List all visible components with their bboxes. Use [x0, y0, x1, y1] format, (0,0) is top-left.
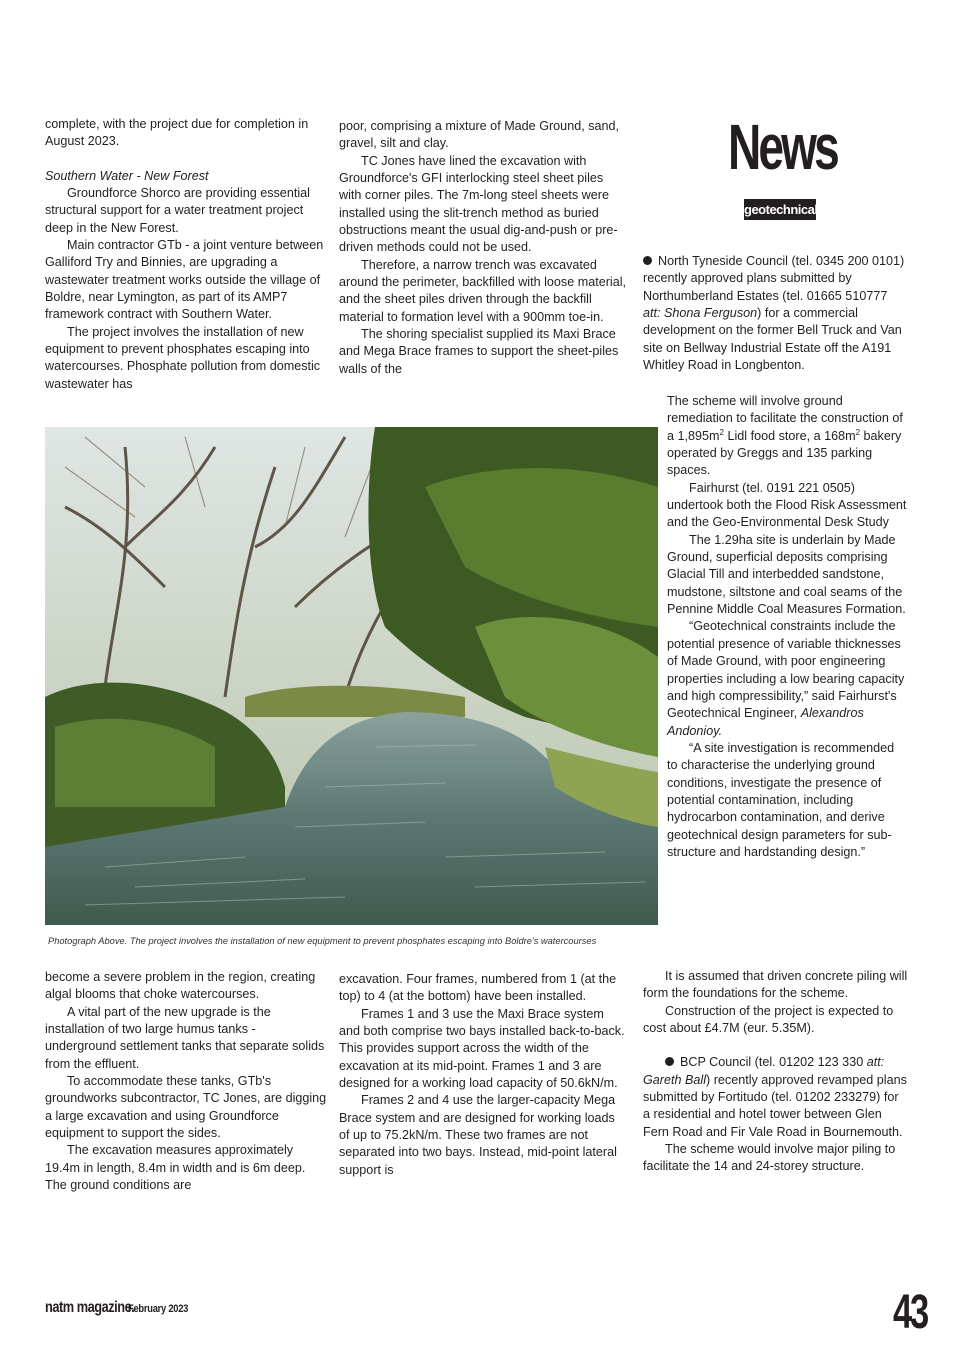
- body-paragraph: The scheme would involve major piling to facilitate the 14 and 24-storey structure.: [643, 1142, 896, 1174]
- body-paragraph: The excavation measures approximately 19.4m in length, 8.4m in width and is 6m deep. The ground conditions are: [45, 1143, 306, 1193]
- body-paragraph: become a severe problem in the region, creating algal blooms that choke watercourses.: [45, 970, 316, 1002]
- river-photograph: [45, 427, 658, 925]
- body-paragraph: “A site investigation is recommended to characterise the underlying ground conditions, investigate the presence of potential contamination, including hydrocarbon contamination, and derive geotechnical design parameters for sub-structure and hardstanding design.”: [667, 740, 895, 859]
- bullet-icon: [643, 256, 652, 265]
- photo-caption: Photograph Above. The project involves the installation of new equipment to prevent phosphates escaping into Boldre's watercourses: [48, 936, 597, 946]
- body-paragraph: TC Jones have lined the excavation with Groundforce's GFI interlocking steel sheet piles with corner piles. The 7m-long steel sheets were installed using the slit-trench method as buried obstructions meant the usual dig-and-push or pre-driven methods could not be used.: [339, 153, 618, 255]
- body-paragraph: Fairhurst (tel. 0191 221 0505) undertook both the Flood Risk Assessment and the Geo-Environmental Desk Study: [667, 480, 907, 530]
- body-paragraph: excavation. Four frames, numbered from 1 (at the top) to 4 (at the bottom) have been installed.: [339, 972, 617, 1004]
- column-1-bottom: [45, 969, 327, 1194]
- body-paragraph: “Geotechnical constraints include the potential presence of variable thicknesses of Made Ground, with poor engineering properties including a low bearing capacity and high compressibility,” said Fairhurst's Geotechnical Engineer, Alexandros Andonioy.: [667, 619, 905, 738]
- body-paragraph: To accommodate these tanks, GTb's groundworks subcontractor, TC Jones, are digging a large excavation and using Groundforce equipment to support the sides.: [45, 1074, 327, 1141]
- body-paragraph: Construction of the project is expected to cost about £4.7M (eur. 5.35M).: [643, 1003, 894, 1036]
- section-subheading: Southern Water - New Forest: [45, 168, 209, 183]
- body-paragraph: complete, with the project due for completion in August 2023.: [45, 117, 309, 149]
- body-paragraph: The shoring specialist supplied its Maxi Brace and Mega Brace frames to support the sheet-piles walls of the: [339, 327, 619, 376]
- news-item-bcp: [643, 968, 908, 1176]
- bullet-icon: [665, 1057, 674, 1066]
- body-paragraph: Main contractor GTb - a joint venture between Galliford Try and Binnies, are upgrading a wastewater treatment works outside the village of Boldre, near Lymington, as part of its AMP7 framework contract with Southern Water.: [45, 238, 324, 322]
- body-paragraph: Groundforce Shorco are providing essential structural support for a water treatment project deep in the New Forest.: [45, 186, 310, 235]
- column-1-top: [45, 116, 327, 393]
- body-paragraph: Frames 2 and 4 use the larger-capacity Mega Brace system and are designed for working loads of up to 75.2kN/m. These two frames are not separated into two bays. Instead, mid-point lateral support is: [339, 1093, 617, 1177]
- issue-date: February 2023: [128, 1303, 189, 1315]
- body-paragraph: Frames 1 and 3 use the Maxi Brace system and both comprise two bays installed back-to-back. This provides support across the width of the excavation at its mid-point. Frames 1 and 3 are designed for a working load capacity of 50.6kN/m.: [339, 1006, 625, 1091]
- body-paragraph: BCP Council (tel. 01202 123 330 att: Gareth Ball) recently approved revamped plans submitted by Fortitudo (tel. 01202 233279) for a residential and hotel tower between Glen Fern Road and Fir Vale Road in Bournemouth.: [643, 1055, 907, 1139]
- column-2-top: [339, 118, 627, 378]
- body-paragraph: poor, comprising a mixture of Made Ground, sand, gravel, silt and clay.: [339, 119, 620, 151]
- body-paragraph: The 1.29ha site is underlain by Made Ground, superficial deposits comprising Glacial Till and interbedded sandstone, mudstone, siltstone and coal seams of the Pennine Middle Coal Measures Formation.: [667, 532, 906, 617]
- magazine-name: natm magazine.: [45, 1299, 135, 1316]
- body-paragraph: It is assumed that driven concrete piling will form the foundations for the scheme.: [643, 969, 908, 1001]
- news-item-north-tyneside-cont: [667, 393, 907, 861]
- section-title: News: [728, 111, 837, 183]
- body-paragraph: North Tyneside Council (tel. 0345 200 0101) recently approved plans submitted by Northumberland Estates (tel. 01665 510777 att: Shona Ferguson) for a commercial development on the former Bell Truck and Van site on Bellway Industrial Estate off the A191 Whitley Road in Longbenton.: [643, 254, 905, 373]
- body-paragraph: The scheme will involve ground remediation to facilitate the construction of a $1,895m^2$ Lidl food store, a $168m^2$ bakery operated by Greggs and 135 parking spaces.: [667, 394, 903, 478]
- body-paragraph: The project involves the installation of new equipment to prevent phosphates escaping into watercourses. Phosphate pollution from domestic wastewater has: [45, 324, 321, 391]
- body-paragraph: Therefore, a narrow trench was excavated around the perimeter, backfilled with loose material, and the sheet piles driven through the backfill material to formation level with a 900mm toe-in.: [339, 257, 627, 324]
- column-2-bottom: [339, 971, 627, 1179]
- news-item-north-tyneside: [643, 253, 905, 374]
- body-paragraph: A vital part of the new upgrade is the installation of two large humus tanks - underground settlement tanks that separate solids from the effluent.: [45, 1004, 325, 1071]
- category-tag: geotechnical: [744, 199, 816, 220]
- page-number: 43: [893, 1286, 928, 1339]
- photo-illustration: [45, 427, 658, 925]
